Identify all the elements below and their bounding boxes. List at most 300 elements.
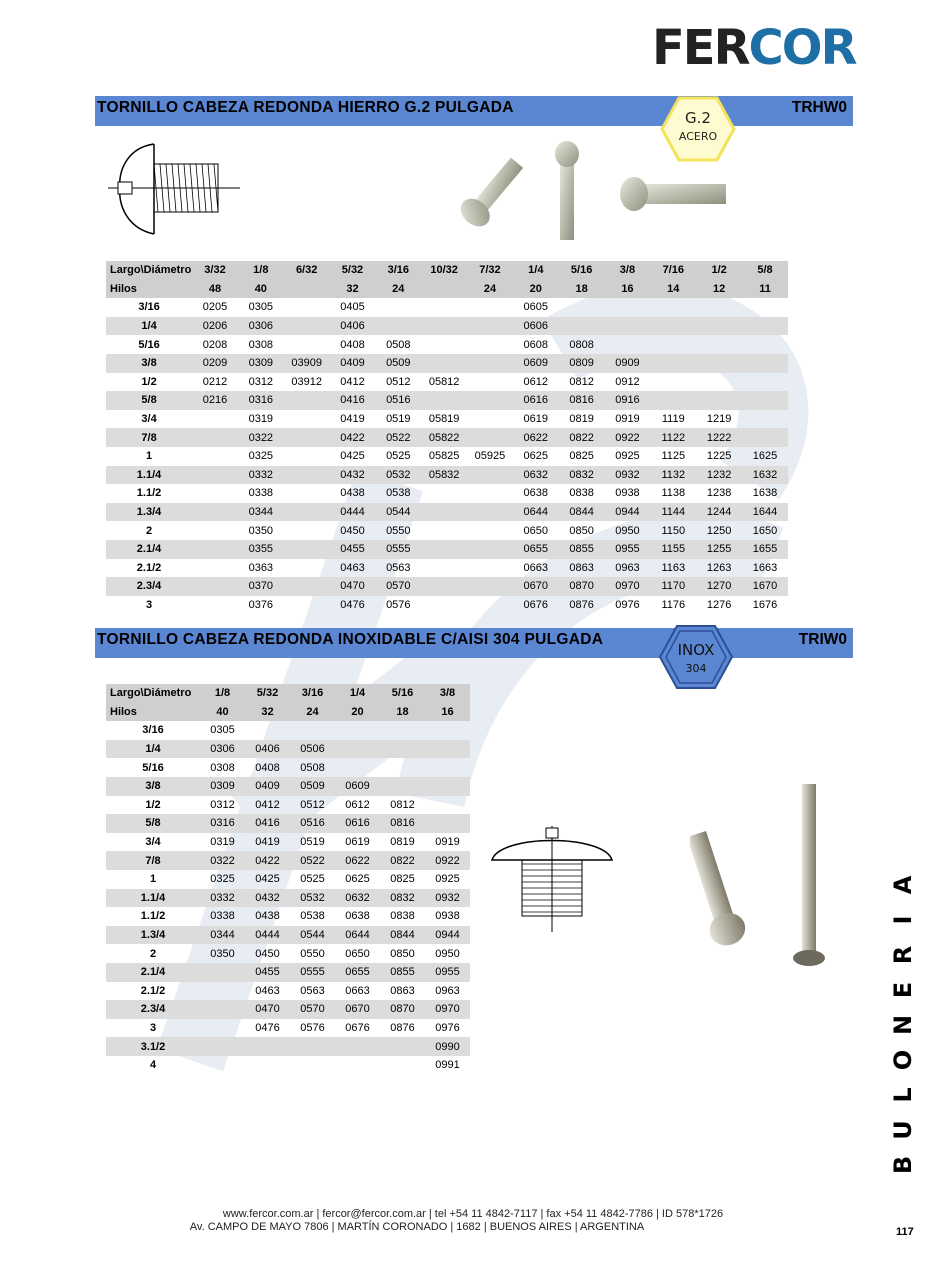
code-cell: 1219 (706, 413, 732, 426)
code-cell: 0332 (238, 466, 284, 485)
code-cell: 0670 (335, 1000, 380, 1019)
table-row (106, 1000, 470, 1019)
code-cell (559, 317, 605, 336)
code-cell: 0538 (300, 910, 325, 923)
table-row (106, 447, 788, 466)
threads-cell: 16 (425, 703, 470, 722)
code-cell: 0305 (210, 724, 235, 737)
code-cell: 0519 (386, 413, 411, 426)
inox-304-badge (658, 624, 734, 690)
table-row (106, 503, 788, 522)
threads-cell: 20 (335, 703, 380, 722)
code-cell: 0432 (245, 889, 290, 908)
code-cell: 0991 (435, 1059, 460, 1072)
code-cell (335, 1037, 380, 1056)
length-cell: 1.1/2 (136, 487, 162, 500)
side-label-letter: B (889, 1155, 917, 1175)
length-cell: 3/4 (145, 836, 161, 849)
code-cell: 0576 (386, 598, 411, 611)
code-cell (742, 298, 788, 317)
code-cell: 0925 (435, 873, 460, 886)
code-cell (284, 521, 330, 540)
length-cell: 1.3/4 (106, 926, 200, 945)
code-cell (421, 317, 467, 336)
threads-cell: 11 (742, 280, 788, 299)
code-cell (425, 814, 470, 833)
code-cell (696, 354, 742, 373)
code-cell: 0316 (200, 814, 245, 833)
code-cell (375, 298, 421, 317)
code-cell: 0416 (245, 814, 290, 833)
code-cell: 0344 (200, 926, 245, 945)
code-cell: 1222 (696, 428, 742, 447)
code-cell (380, 777, 425, 796)
length-cell: 2.1/2 (140, 984, 166, 997)
code-cell (284, 317, 330, 336)
code-cell (284, 596, 330, 615)
table-row (106, 833, 470, 852)
code-cell (467, 577, 513, 596)
table-row (106, 466, 788, 485)
length-cell: 7/8 (106, 428, 192, 447)
code-cell: 0325 (210, 873, 235, 886)
code-cell: 0955 (425, 963, 470, 982)
code-cell (284, 577, 330, 596)
code-cell: 0822 (380, 851, 425, 870)
table-row (106, 298, 788, 317)
length-cell: 1/4 (106, 740, 200, 759)
table-row (106, 521, 788, 540)
code-cell: 0816 (380, 814, 425, 833)
code-cell: 0563 (386, 561, 411, 574)
code-cell: 1132 (650, 466, 696, 485)
code-cell: 0922 (605, 428, 651, 447)
code-cell: 1155 (650, 540, 696, 559)
length-cell: 3/8 (106, 354, 192, 373)
code-cell: 0370 (238, 577, 284, 596)
code-cell (421, 484, 467, 503)
code-cell: 0450 (340, 524, 365, 537)
code-cell: 0308 (210, 761, 235, 774)
section1-table (106, 261, 788, 614)
code-cell: 0212 (202, 375, 228, 388)
code-cell: 0812 (569, 375, 594, 388)
code-cell: 0532 (375, 466, 421, 485)
side-label-letter: I (889, 915, 917, 925)
code-cell: 0622 (513, 428, 559, 447)
section2-header-row (106, 684, 470, 703)
code-cell (467, 317, 513, 336)
code-cell: 03909 (284, 354, 330, 373)
code-cell (742, 410, 788, 429)
code-cell (284, 391, 330, 410)
code-cell: 0638 (523, 487, 549, 500)
table-row (106, 428, 788, 447)
code-cell: 0632 (513, 466, 559, 485)
code-cell: 0444 (330, 503, 376, 522)
section2-code: TRIW0 (798, 631, 847, 648)
code-cell: 0322 (238, 428, 284, 447)
code-cell (605, 298, 651, 317)
code-cell: 0508 (300, 761, 325, 774)
threads-cell: 16 (605, 280, 651, 299)
code-cell: 0476 (340, 598, 365, 611)
diameter-header: 1/4 (335, 684, 380, 703)
code-cell: 0663 (523, 561, 549, 574)
code-cell: 0306 (238, 317, 284, 336)
section1-title: TORNILLO CABEZA REDONDA HIERRO G.2 PULGADA (97, 99, 514, 116)
code-cell: 0522 (375, 428, 421, 447)
code-cell: 0950 (615, 524, 640, 537)
side-label-letter: E (889, 981, 917, 999)
code-cell: 1655 (742, 540, 788, 559)
code-cell: 0609 (513, 354, 559, 373)
code-cell: 0455 (330, 540, 376, 559)
code-cell: 1163 (661, 561, 686, 574)
code-cell: 0408 (340, 338, 365, 351)
length-cell: 1.1/4 (106, 466, 192, 485)
code-cell: 0338 (248, 487, 274, 500)
code-cell: 0825 (390, 873, 415, 886)
code-cell: 0922 (425, 851, 470, 870)
length-cell: 2.3/4 (106, 1000, 200, 1019)
length-cell: 5/16 (142, 761, 164, 774)
threads-cell: 18 (380, 703, 425, 722)
diameter-header: 1/2 (696, 261, 742, 280)
code-cell: 0406 (330, 317, 376, 336)
code-cell: 0838 (569, 487, 594, 500)
code-cell: 0409 (245, 777, 290, 796)
code-cell: 0470 (245, 1000, 290, 1019)
code-cell: 0938 (615, 487, 640, 500)
code-cell (742, 428, 788, 447)
length-cell: 3/16 (142, 724, 164, 737)
code-cell: 0208 (202, 338, 228, 351)
code-cell: 0438 (255, 910, 280, 923)
code-cell: 0450 (255, 947, 280, 960)
code-cell: 0350 (210, 947, 235, 960)
code-cell (421, 298, 467, 317)
code-cell: 0463 (340, 561, 365, 574)
section2-title: TORNILLO CABEZA REDONDA INOXIDABLE C/AISI 304 PULGADA (97, 631, 604, 648)
code-cell (200, 963, 245, 982)
code-cell: 0363 (248, 561, 274, 574)
length-cell: 1 (149, 873, 157, 886)
side-label-letter: A (889, 875, 917, 895)
code-cell: 0912 (615, 375, 640, 388)
code-cell: 1650 (752, 524, 778, 537)
code-cell (742, 391, 788, 410)
table-row (106, 758, 470, 777)
code-cell: 0870 (380, 1000, 425, 1019)
code-cell (380, 1056, 425, 1075)
code-cell (696, 335, 742, 354)
code-cell: 0625 (345, 873, 370, 886)
length-cell: 1/4 (106, 317, 192, 336)
diameter-header: 1/4 (513, 261, 559, 280)
code-cell: 0476 (255, 1021, 280, 1034)
code-cell (192, 577, 238, 596)
code-cell: 0312 (248, 375, 274, 388)
code-cell: 05819 (428, 413, 460, 426)
code-cell: 0319 (210, 836, 235, 849)
code-cell: 0419 (340, 413, 365, 426)
code-cell: 0970 (425, 1000, 470, 1019)
code-cell: 05822 (421, 428, 467, 447)
code-cell: 0844 (559, 503, 605, 522)
footer-contact: www.fercor.com.ar | fercor@fercor.com.ar | tel +54 11 4842-7117 | fax +54 11 4842-7786 | ID 578*1726 (222, 1208, 724, 1220)
threads-cell: 48 (192, 280, 238, 299)
code-cell: 0570 (290, 1000, 335, 1019)
code-cell (284, 428, 330, 447)
code-cell: 0209 (192, 354, 238, 373)
code-cell (605, 317, 651, 336)
code-cell: 0650 (345, 947, 370, 960)
section1-header-bar (95, 96, 853, 126)
side-label-letter: N (889, 1014, 917, 1036)
code-cell (380, 740, 425, 759)
code-cell (192, 596, 238, 615)
table-row (106, 963, 470, 982)
code-cell: 0850 (390, 947, 415, 960)
code-cell (192, 447, 238, 466)
table-row (106, 851, 470, 870)
table-row (106, 982, 470, 1001)
code-cell: 0376 (248, 598, 274, 611)
code-cell: 0325 (248, 450, 274, 463)
code-cell: 0216 (192, 391, 238, 410)
code-cell: 1276 (706, 598, 732, 611)
diameter-header: 5/16 (380, 684, 425, 703)
footer-address: Av. CAMPO DE MAYO 7806 | MARTÍN CORONADO | 1682 | BUENOS AIRES | ARGENTINA (189, 1221, 645, 1233)
diameter-header: 5/32 (330, 261, 376, 280)
table-row (106, 354, 788, 373)
code-cell (559, 298, 605, 317)
code-cell: 0663 (345, 984, 370, 997)
code-cell: 05825 (428, 450, 460, 463)
code-cell (245, 1056, 290, 1075)
threads-cell: 20 (513, 280, 559, 299)
code-cell: 1632 (742, 466, 788, 485)
code-cell (192, 559, 238, 578)
code-cell (425, 740, 470, 759)
code-cell: 1176 (661, 598, 686, 611)
logo-text-fer: FER (652, 20, 749, 76)
code-cell: 0950 (435, 947, 460, 960)
code-cell: 0516 (375, 391, 421, 410)
diameter-header: 3/16 (375, 261, 421, 280)
table-row (106, 740, 470, 759)
threads-cell: 18 (559, 280, 605, 299)
code-cell: 0670 (513, 577, 559, 596)
code-cell: 0206 (192, 317, 238, 336)
code-cell: 0944 (425, 926, 470, 945)
code-cell (192, 410, 238, 429)
code-cell (284, 559, 330, 578)
threads-cell: 32 (330, 280, 376, 299)
code-cell: 0525 (300, 873, 325, 886)
length-cell: 1/2 (141, 375, 157, 388)
code-cell (200, 1019, 245, 1038)
code-cell: 0555 (290, 963, 335, 982)
code-cell: 0844 (380, 926, 425, 945)
code-cell: 0932 (605, 466, 651, 485)
table-row (106, 484, 788, 503)
code-cell: 0516 (290, 814, 335, 833)
code-cell (200, 1037, 245, 1056)
code-cell: 0538 (386, 487, 411, 500)
diameter-header: 1/8 (200, 684, 245, 703)
screw-drawing-2 (490, 822, 615, 934)
code-cell (425, 796, 470, 815)
code-cell: 0522 (290, 851, 335, 870)
length-cell: 2 (149, 947, 157, 960)
code-cell: 0809 (559, 354, 605, 373)
table-row (106, 1019, 470, 1038)
section1-header-row (106, 261, 788, 280)
code-cell (467, 428, 513, 447)
code-cell (467, 466, 513, 485)
code-cell (192, 521, 238, 540)
code-cell (284, 335, 330, 354)
code-cell (245, 721, 290, 740)
table-row (106, 559, 788, 578)
length-cell: 2.1/4 (106, 540, 192, 559)
code-cell: 1644 (742, 503, 788, 522)
code-cell: 0509 (375, 354, 421, 373)
code-cell: 0608 (523, 338, 549, 351)
code-cell: 1250 (706, 524, 732, 537)
code-cell: 0563 (300, 984, 325, 997)
code-cell (650, 298, 696, 317)
code-cell: 0976 (615, 598, 640, 611)
code-cell: 0850 (569, 524, 594, 537)
threads-cell (284, 280, 330, 299)
table-row (106, 777, 470, 796)
code-cell (425, 721, 470, 740)
code-cell (192, 428, 238, 447)
section2-header-bar (95, 628, 853, 658)
code-cell (696, 391, 742, 410)
length-cell: 3 (145, 598, 153, 611)
code-cell (192, 484, 238, 503)
code-cell: 0650 (523, 524, 549, 537)
code-cell (335, 721, 380, 740)
diameter-header: 5/16 (559, 261, 605, 280)
code-cell (467, 391, 513, 410)
page-number: 117 (896, 1226, 914, 1238)
length-cell: 1.1/4 (106, 889, 200, 908)
code-cell: 0925 (615, 450, 640, 463)
code-cell: 0322 (200, 851, 245, 870)
code-cell: 0832 (559, 466, 605, 485)
threads-cell: 40 (238, 280, 284, 299)
code-cell: 0812 (390, 798, 415, 811)
screw-photos-2 (690, 780, 840, 970)
code-cell: 0438 (340, 487, 365, 500)
code-cell: 0816 (559, 391, 605, 410)
code-cell: 0344 (238, 503, 284, 522)
code-cell (284, 298, 330, 317)
code-cell: 05832 (421, 466, 467, 485)
length-cell: 1.3/4 (106, 503, 192, 522)
code-cell: 0825 (569, 450, 594, 463)
code-cell (421, 391, 467, 410)
code-cell (284, 503, 330, 522)
table-row (106, 1056, 470, 1075)
code-cell (375, 317, 421, 336)
code-cell: 1170 (650, 577, 696, 596)
length-cell: 3 (149, 1021, 157, 1034)
badge1-line1: G.2 (685, 109, 711, 127)
code-cell: 0312 (210, 798, 235, 811)
code-cell: 0419 (255, 836, 280, 849)
code-cell: 0919 (615, 413, 640, 426)
code-cell: 0332 (200, 889, 245, 908)
code-cell: 1255 (696, 540, 742, 559)
length-cell: 2.1/4 (106, 963, 200, 982)
code-cell: 1663 (752, 561, 778, 574)
badge1-line2: ACERO (678, 130, 718, 143)
table-row (106, 317, 788, 336)
screw-photos-1 (440, 140, 740, 245)
code-cell: 0309 (200, 777, 245, 796)
code-cell: 0605 (523, 301, 549, 314)
side-label-letter: O (889, 1049, 917, 1071)
diameter-header: 3/8 (605, 261, 651, 280)
code-cell (421, 503, 467, 522)
code-cell: 0955 (605, 540, 651, 559)
code-cell (421, 354, 467, 373)
diameter-header: 6/32 (284, 261, 330, 280)
code-cell (467, 559, 513, 578)
length-cell: 2 (145, 524, 153, 537)
logo-text-cor: COR (748, 20, 856, 76)
length-cell: 5/8 (106, 814, 200, 833)
code-cell (335, 758, 380, 777)
code-cell (380, 721, 425, 740)
section2-table (106, 684, 470, 1074)
length-cell: 1 (145, 450, 153, 463)
code-cell: 0412 (340, 375, 365, 388)
code-cell (284, 484, 330, 503)
screw-drawing-1 (108, 138, 243, 238)
code-cell (380, 1037, 425, 1056)
code-cell: 0606 (513, 317, 559, 336)
code-cell (467, 298, 513, 317)
code-cell (605, 335, 651, 354)
table-row (106, 814, 470, 833)
code-cell: 0616 (335, 814, 380, 833)
code-cell: 1122 (650, 428, 696, 447)
code-cell: 0870 (559, 577, 605, 596)
code-cell (192, 466, 238, 485)
code-cell (192, 503, 238, 522)
code-cell: 0506 (290, 740, 335, 759)
code-cell: 0555 (375, 540, 421, 559)
code-cell (421, 335, 467, 354)
code-cell: 0416 (330, 391, 376, 410)
code-cell: 0808 (569, 338, 594, 351)
code-cell (742, 354, 788, 373)
table-row (106, 540, 788, 559)
threads-cell: 40 (200, 703, 245, 722)
code-cell (696, 373, 742, 392)
code-cell (245, 1037, 290, 1056)
code-cell (290, 1037, 335, 1056)
code-cell: 0838 (390, 910, 415, 923)
code-cell: 0619 (523, 413, 549, 426)
